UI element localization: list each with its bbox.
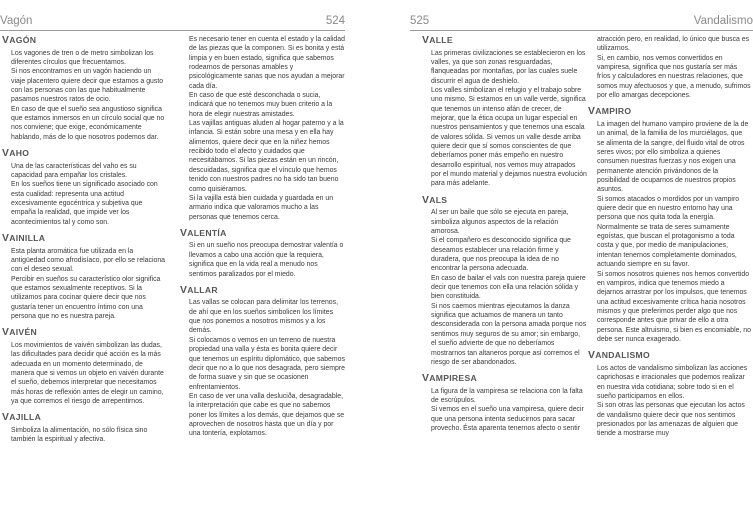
entry-headword: VALLE bbox=[422, 35, 453, 46]
entry-paragraph: Esta planta aromática fue utilizada en la antigüedad como afrodisíaco, por ello se relaciona con el deseo sexual. bbox=[11, 247, 165, 274]
entry-paragraph: Es necesario tener en cuenta el estado y la calidad de las piezas que la componen. Si es bonita y está limpia y en buen estado, significa que sabemos rodearnos de personas amables y psicológicamente sanas que nos ayudan a mejorar cada día. bbox=[189, 36, 345, 90]
page-number: 525 bbox=[410, 15, 430, 27]
entry-paragraph: Una de las características del vaho es su capacidad para empañar los cristales. bbox=[11, 162, 137, 179]
entry-paragraph: Los movimientos de vaivén simbolizan las dudas, las dificultades para decidir qué acción es la más adecuada en un momento determinado, de manera que si vemos un objeto en vaivén durante el sueño, debemos interpretar que necesitamos más horas de reflexión antes de elegir un camino, ya que corremos el riesgo de arrepentirnos. bbox=[11, 341, 164, 406]
entry-paragraph: En caso de ver una valla desluciða, desagradable, la interpretación que cabe es que no sabemos poner los límites a los demás, que dejamos que se aprovechen de nosotros hasta que un día y por una tontería, explotamos. bbox=[189, 392, 345, 438]
entry-headword: VAHO bbox=[2, 148, 30, 160]
dictionary-entry bbox=[588, 106, 751, 344]
dictionary-entry bbox=[2, 148, 167, 227]
dictionary-entry bbox=[2, 327, 167, 406]
entry-paragraph: Si somos atacados o mordidos por un vampiro quiere decir que en nuestro entorno hay una persona que nos quita toda la energía. Normalmente se trata de seres sumamente egoístas, que buscan el protagonismo a toda costa y que, por medio de manipulaciones, intentan tenernos completamente dominados, actuando siempre en su favor. bbox=[597, 195, 740, 269]
left-page bbox=[0, 0, 345, 522]
entry-paragraph: Si el compañero es desconocido significa que deseamos establecer una relación firme y duradera, que nos preocupa la idea de no encontrar la persona adecuada. bbox=[431, 237, 571, 273]
running-title: Vagón bbox=[0, 15, 33, 27]
entry-headword: VAJILLA bbox=[2, 412, 42, 424]
entry-paragraph: Si vemos en el sueño una vampiresa, quiere decir que una persona intenta seducirnos para sacar provecho. Ésta aparenta tenernos afecto o sentir bbox=[431, 406, 584, 433]
column bbox=[588, 35, 751, 445]
column bbox=[2, 35, 167, 451]
entry-headword: VAINILLA bbox=[2, 233, 46, 245]
dictionary-entry bbox=[2, 412, 167, 444]
entry-paragraph: Si somos nosotros quienes nos hemos convertido en vampiros, indica que tenemos miedo a dejarnos arrastrar por los impulsos, que tenemos una actitud excesivamente crítica hacia nosotros mismos y que preferimos perder algo que nos corresponde antes que privar de ello a otra persona. Este altruismo, si bien es encomiable, no debe ser nunca exagerado. bbox=[597, 270, 751, 343]
entry-paragraph: Si nos caemos mientras ejecutamos la danza significa que actuamos de manera un tanto desconsiderada con la persona amada porque nos sentimos muy seguros de su amor; sin embargo, el sueño advierte de que no deberíamos mostrarnos tan altaneros porque así corremos el riesgo de ser abandonados. bbox=[431, 302, 587, 366]
dictionary-entry bbox=[422, 195, 587, 367]
entry-paragraph: Al ser un baile que sólo se ejecuta en pareja, simboliza algunos aspectos de la relación amorosa. bbox=[431, 209, 569, 236]
entry-paragraph: Si son otras las personas que ejecutan los actos de vandalismo quiere decir que nos sentimos presionados por las amenazas de alguien que tiende a mostrarse muy bbox=[597, 402, 745, 438]
running-header bbox=[0, 8, 345, 31]
entry-paragraph: Las vajillas antiguas aluden al hogar paterno y a la infancia. Si están sobre una mesa y en ella hay alimentos, quiere decir que en la niñez hemos recibido todo el afecto y cuidados que necesitábamos. Si las piezas están en un rincón, descuidadas, significa que el vínculo que hemos tenido con nuestros padres no ha sido tan bueno como quisiéramos. bbox=[189, 120, 344, 193]
entry-paragraph: Las vallas se colocan para delimitar los terrenos, de ahí que en los sueños simbolicen los límites que nos ponemos a nosotros mismos y a los demás. bbox=[189, 299, 338, 335]
entry-paragraph: Si colocamos o vemos en un terreno de nuestra propiedad una valla y ésta es bonita quiere decir que tenemos un espíritu diplomático, que sabemos decir que no a lo que nos desagrada, pero siempre de forma suave y sin que se ocasionen enfrentamientos. bbox=[189, 336, 345, 391]
dictionary-entry bbox=[588, 350, 751, 438]
entry-headword: VAMPIRESA bbox=[422, 373, 477, 385]
entry-headword: VANDALISMO bbox=[588, 350, 650, 362]
entry-paragraph: Simboliza la alimentación, no sólo física sino también la espiritual y afectiva. bbox=[11, 426, 148, 444]
entry-paragraph: Si en un sueño nos preocupa demostrar valentía o llevamos a cabo una acción que la requiera, significa que en la vida real a menudo nos sentimos paralizados por el miedo. bbox=[189, 242, 344, 278]
page-number: 524 bbox=[325, 15, 345, 27]
entry-paragraph: La figura de la vampiresa se relaciona con la falta de escrúpulos. bbox=[431, 387, 583, 405]
entry-paragraph: Los valles simbolizan el refugio y el trabajo sobre uno mismo. Si estamos en un valle verde, significa que tenemos un intenso afán de crecer, de mejorar, que la ética ocupa un lugar especial en nuestros pensamientos y que tenemos una escala de valores sólida. Si vemos un valle desde arriba quiere decir que sí somos conscientes de que deberíamos poner más empeño en nuestro desarrollo espiritual, nos vemos muy atrapados por el mundo material y dejamos nuestra evolución para más adelante. bbox=[431, 86, 587, 188]
entry-headword: VAIVÉN bbox=[2, 327, 37, 339]
entry-paragraph: Los actos de vandalismo simbolizan las acciones caprichosas e irracionales que podemos realizar en nuestra vida cotidiana; sobre todo si en el sueño participamos en ellos. bbox=[597, 364, 748, 400]
entry-headword: VALLAR bbox=[180, 284, 218, 296]
dictionary-entry bbox=[422, 373, 587, 433]
dictionary-entry bbox=[2, 35, 167, 142]
entry-paragraph: Los vagones de tren o de metro simbolizan los diferentes círculos que frecuentamos. bbox=[11, 49, 154, 66]
entry-paragraph: Si la vajilla está bien cuidada y guardada en un armario indica que valoramos mucho a las personas que tenemos cerca. bbox=[189, 194, 334, 221]
dictionary-entry bbox=[422, 35, 587, 189]
dictionary-entry bbox=[180, 35, 345, 222]
dictionary-entry bbox=[180, 285, 345, 439]
entry-paragraph: En caso de que el sueño sea angustioso significa que estamos inmersos en un círculo social que no nos conviene; que exige, económicamente hablando, más de lo que nosotros podemos dar. bbox=[11, 105, 165, 141]
running-title: Vandalismo bbox=[693, 15, 753, 27]
column bbox=[180, 35, 345, 445]
entry-paragraph: La imagen del humano vampiro proviene de la de un animal, de la familia de los murciélagos, que se alimenta de la sangre, del fluido vital de otros seres vivos; por ello simboliza a quienes consumen nuestras fuerzas y nos exigen una permanente atención privándonos de la posibilidad de ocuparnos de nuestros propios asuntos. bbox=[597, 121, 749, 194]
entry-paragraph: En caso de que esté desconchada o sucia, indicará que no tenemos muy buen criterio a la hora de elegir nuestras amistades. bbox=[189, 92, 333, 118]
entry-paragraph: Si, en cambio, nos vemos convertidos en vampiresa, significa que nos gustaría ser más fríos y calculadores en nuestras relaciones, que somos muy afectuosos y que, a menudo, sufrimos por ello amargas decepciones. bbox=[597, 54, 751, 100]
dictionary-entry bbox=[588, 35, 751, 100]
entry-headword: VALS bbox=[422, 194, 448, 206]
dictionary-entry bbox=[180, 228, 345, 279]
column bbox=[422, 35, 587, 440]
right-page bbox=[410, 0, 753, 522]
running-header bbox=[410, 8, 753, 31]
entry-paragraph: En los sueños tiene un significado asociado con esta cualidad: representa una actitud excesivamente egocéntrica y subjetiva que empaña la realidad, que impide ver los acontecimientos tal y como son. bbox=[11, 181, 158, 226]
entry-paragraph: Las primeras civilizaciones se establecieron en los valles, ya que son zonas resguardadas, flanqueadas por montañas, por las cuales suele discurrir el agua de deshielo. bbox=[431, 49, 586, 85]
entry-headword: VALENTÍA bbox=[180, 227, 227, 239]
entry-paragraph: En caso de bailar el vals con nuestra pareja quiere decir que tenemos con ella una relación sólida y bien constituida. bbox=[431, 274, 586, 301]
entry-headword: VAGÓN bbox=[2, 35, 37, 46]
dictionary-entry bbox=[2, 233, 167, 321]
entry-paragraph: Percibir en sueños su característico olor significa que estamos sexualmente receptivos. Si la utilizamos para cocinar quiere decir que nos gustaría tener un encuentro íntimo con una persona que no es nuestra pareja. bbox=[11, 275, 161, 321]
entry-headword: VAMPIRO bbox=[588, 106, 632, 118]
entry-paragraph: atracción pero, en realidad, lo único que busca es utilizarnos. bbox=[597, 36, 750, 53]
entry-paragraph: Si nos encontramos en un vagón haciendo un viaje placentero quiere decir que estamos a gusto con las personas con las que habitualmente pasamos nuestros ratos de ocio. bbox=[11, 68, 164, 104]
